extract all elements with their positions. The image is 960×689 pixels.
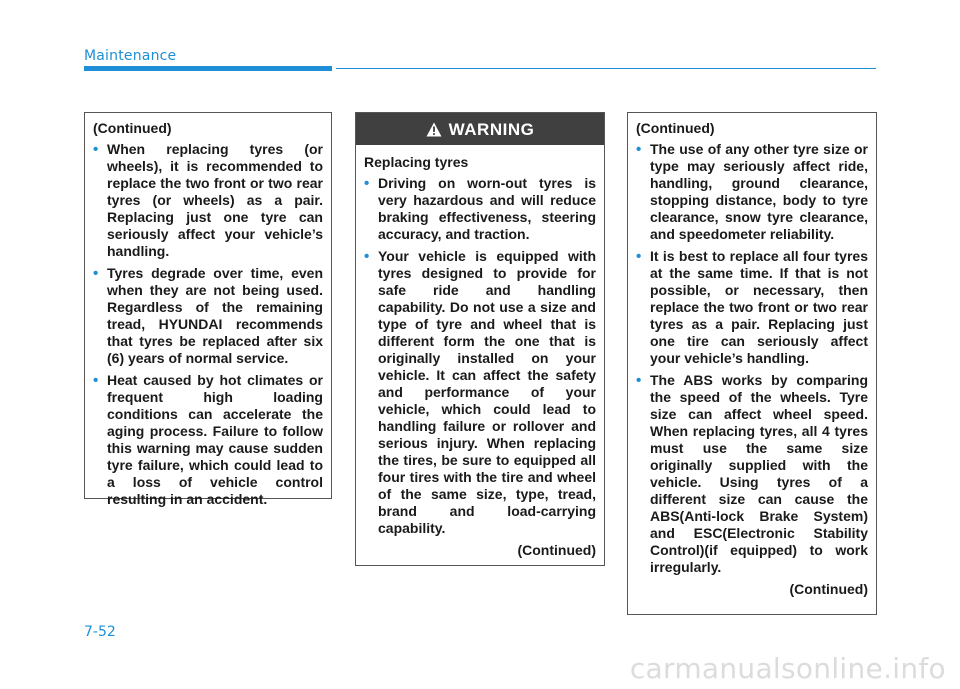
list-item xyxy=(636,372,868,576)
list-item-text: Tyres degrade over time, even when they are not being used. Regardless of the remaining tread, HYUNDAI recommends that tyres be replaced after six (6) years of normal service. xyxy=(107,265,323,366)
list-item-text: Driving on worn-out tyres is very hazardous and will reduce braking effectiveness, steering accuracy, and traction. xyxy=(378,175,596,242)
warning-title: WARNING xyxy=(448,119,535,139)
bullet-icon: • xyxy=(364,248,370,265)
continued-top-label: (Continued) xyxy=(636,120,715,136)
left-continued-box xyxy=(84,112,332,507)
watermark: carmanualsonline.info xyxy=(629,652,946,685)
list-item xyxy=(93,372,323,508)
continued-bottom-label: (Continued) xyxy=(789,581,868,597)
warning-triangle-icon xyxy=(426,122,442,137)
list-item xyxy=(93,265,323,367)
list-item-text: Your vehicle is equipped with tyres designed to provide for safe ride and handling capability. Do not use a size and type of tyre and wheel that is different form the one that is originally installed on your vehicle. It can affect the safety and performance of your vehicle, which could lead to handling failure or rollover and serious injury. When replacing the tires, be sure to equipped all four tires with the tire and wheel of the same size, type, tread, brand and load-carrying capability. xyxy=(378,248,596,536)
bullet-icon: • xyxy=(93,372,99,389)
bullet-icon: • xyxy=(636,141,642,158)
header-rule-thin xyxy=(336,68,876,69)
bullet-icon: • xyxy=(364,175,370,192)
right-bullet-list xyxy=(636,141,868,576)
left-bullet-list xyxy=(93,141,323,508)
warning-bullet-list xyxy=(364,175,596,537)
list-item xyxy=(636,248,868,367)
warning-box xyxy=(355,112,605,566)
warning-heading: Replacing tyres xyxy=(364,154,469,170)
list-item-text: The ABS works by comparing the speed of the wheels. Tyre size can affect wheel speed. When replacing tyres, all 4 tyres must use the same size originally supplied with the vehicle. Using tyres of a different size can cause the ABS(Anti-lock Brake System) and ESC(Electronic Stability Control)(if equipped) to work irregularly. xyxy=(650,372,868,575)
list-item-text: Heat caused by hot climates or frequent high loading conditions can accelerate the aging process. Failure to follow this warning may cause sudden tyre failure, which could lead to a loss of vehicle control resulting in an accident. xyxy=(107,372,323,507)
bullet-icon: • xyxy=(636,248,642,265)
list-item xyxy=(364,248,596,537)
list-item xyxy=(364,175,596,243)
list-item xyxy=(93,141,323,260)
list-item-text: The use of any other tyre size or type may seriously affect ride, handling, ground clearance, stopping distance, body to tyre clearance, snow tyre clearance, and speedometer reliability. xyxy=(650,141,868,242)
right-continued-box xyxy=(627,112,877,615)
header-rule-thick xyxy=(84,66,332,71)
page-number: 7-52 xyxy=(84,624,116,640)
list-item-text: It is best to replace all four tyres at the same time. If that is not possible, or necessary, then replace the two front or two rear tyres as a pair. Replacing just one tire can seriously affect your vehicle’s handling. xyxy=(650,248,868,366)
bullet-icon: • xyxy=(93,141,99,158)
list-item-text: When replacing tyres (or wheels), it is recommended to replace the two front or two rear tyres (or wheels) as a pair. Replacing just one tyre can seriously affect your vehicle’s handling. xyxy=(107,141,323,259)
continued-bottom-label: (Continued) xyxy=(517,542,596,558)
warning-body xyxy=(356,145,604,559)
continued-top-label: (Continued) xyxy=(93,120,172,136)
warning-header xyxy=(356,113,604,145)
section-title: Maintenance xyxy=(84,48,177,64)
bullet-icon: • xyxy=(93,265,99,282)
list-item xyxy=(636,141,868,243)
bullet-icon: • xyxy=(636,372,642,389)
